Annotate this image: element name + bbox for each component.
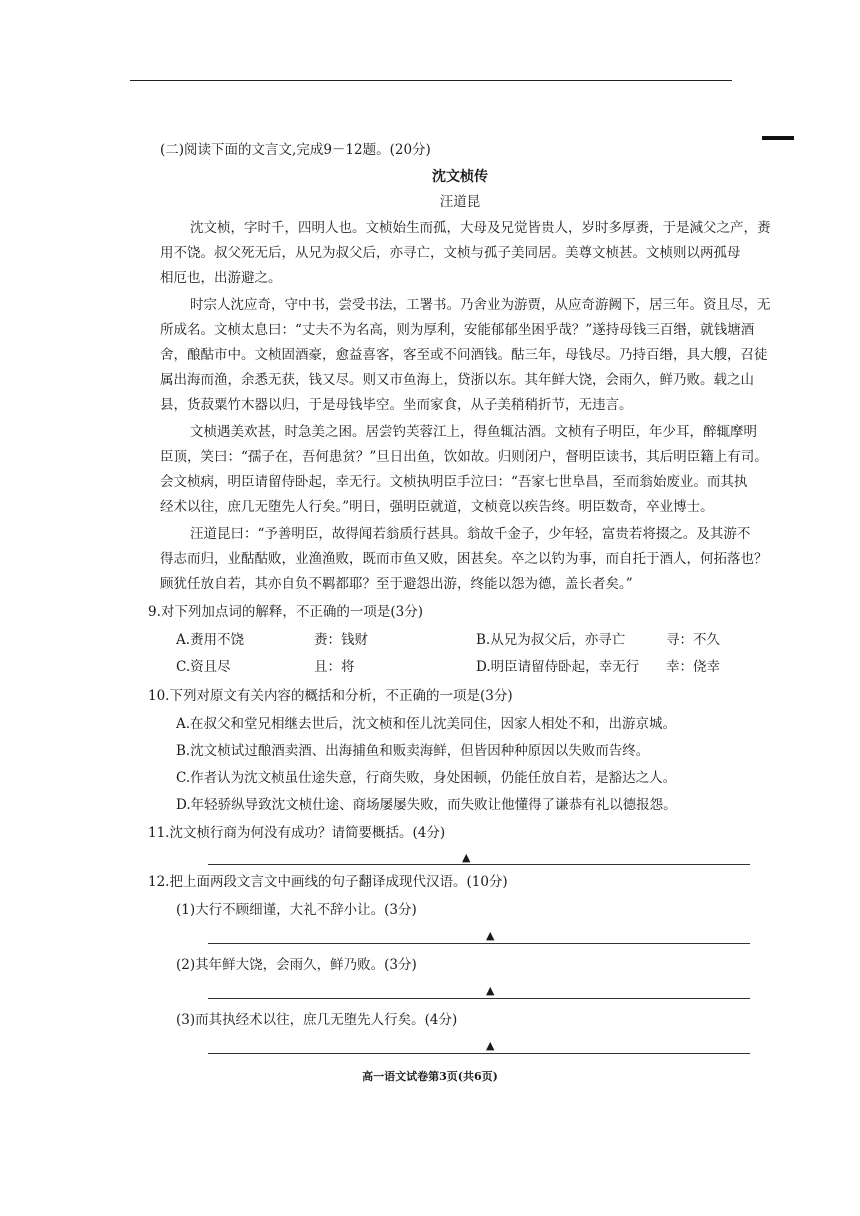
q12-item-3: (3)而其执经术以往，庶几无堕先人行矣。(4分) (176, 1012, 458, 1028)
q9-option-c: C.资且尽 (176, 659, 231, 675)
q11-answer-line[interactable] (208, 864, 750, 865)
passage-line-6: 舍，酿酤市中。文桢固酒豪，愈益喜客，客至或不问酒钱。酤三年，母钱尽。乃持百缗，具大艘，召徒 (160, 347, 768, 363)
q12-item-1-answer-line[interactable] (208, 943, 750, 944)
q10-option-b: B.沈文桢试过酿酒卖酒、出海捕鱼和贩卖海鲜，但皆因种种原因以失败而告终。 (176, 743, 650, 759)
passage-line-4: 时宗人沈应奇，守中书，尝受书法，工署书。乃舍业为游贾，从应奇游阙下，居三年。资且尽，无 (190, 297, 771, 313)
q12-item-3-answer-line[interactable] (208, 1053, 750, 1054)
q9-option-d-gloss: 幸：侥幸 (666, 659, 720, 675)
q12-item-2-answer-line[interactable] (208, 998, 750, 999)
q10-option-d: D.年轻骄纵导致沈文桢仕途、商场屡屡失败，而失败让他懂得了谦恭有礼以德报怨。 (176, 797, 677, 813)
passage-author: 汪道昆 (439, 194, 481, 210)
passage-title: 沈文桢传 (432, 169, 488, 185)
q9-option-a: A.赉用不饶 (176, 632, 245, 648)
q9-option-d: D.明臣请留侍卧起，幸无行 (476, 659, 640, 675)
passage-line-10: 臣顶，笑曰：“孺子在，吾何患贫？”旦日出鱼，饮如故。归则闭户，督明臣读书，其后明臣籍上有司。 (160, 449, 768, 465)
passage-line-5: 所成名。文桢太息曰：“丈夫不为名高，则为厚利，安能郁郁坐困乎哉？”遂持母钱三百缗，就钱塘酒 (160, 322, 755, 338)
q12-stem: 12.把上面两段文言文中画线的句子翻译成现代汉语。(10分) (148, 874, 508, 890)
passage-line-13: 汪道昆曰：“予善明臣，故得闻若翁质行甚具。翁故千金子，少年轻，富贵若将掇之。及其游不 (190, 526, 751, 542)
q10-stem: 10.下列对原文有关内容的概括和分析，不正确的一项是(3分) (148, 688, 513, 704)
passage-line-2: 用不饶。叔父死无后，从兄为叔父后，亦寻亡，文桢与孤子美同居。美尊文桢甚。文桢则以两孤母 (160, 245, 741, 261)
section-heading: (二)阅读下面的文言文,完成9－12题。(20分) (160, 142, 431, 158)
q10-option-a: A.在叔父和堂兄相继去世后，沈文桢和侄儿沈美同住，因家人相处不和，出游京城。 (176, 716, 677, 732)
header-rule (130, 80, 732, 81)
margin-mark (762, 136, 794, 140)
passage-line-9: 文桢遇美欢甚，时急美之困。居尝钓芙蓉江上，得鱼辄沽酒。文桢有子明臣，年少耳，醉辄摩明 (190, 424, 757, 440)
q12-item-2-marker: ▲ (486, 984, 495, 997)
q12-item-1: (1)大行不顾细谨，大礼不辞小让。(3分) (176, 902, 417, 918)
q10-option-c: C.作者认为沈文桢虽仕途失意，行商失败，身处困顿，仍能任放自若，是豁达之人。 (176, 770, 677, 786)
q11-stem: 11.沈文桢行商为何没有成功？请简要概括。(4分) (148, 825, 446, 841)
passage-line-7: 属出海而渔，余悉无获，钱又尽。则又市鱼海上，贷浙以东。其年鲜大饶，会雨久，鲜乃败。载之山 (160, 372, 754, 388)
passage-line-12: 经术以往，庶几无堕先人行矣。”明日，强明臣就道，文桢竟以疾告终。明臣数奇，卒业博士。 (160, 499, 714, 515)
q9-option-c-gloss: 且：将 (314, 659, 355, 675)
passage-line-1: 沈文桢，字时千，四明人也。文桢始生而孤，大母及兄觉皆贵人，岁时多厚赉，于是減父之产，赉 (190, 220, 771, 236)
passage-line-14: 得志而归，业酤酤败，业渔渔败，既而市鱼又败，困甚矣。卒之以钓为事，而自托于酒人，何拓落也？ (160, 551, 768, 567)
q12-item-2: (2)其年鲜大饶，会雨久，鲜乃败。(3分) (176, 957, 417, 973)
q9-stem: 9.对下列加点词的解释，不正确的一项是(3分) (148, 604, 424, 620)
page-footer: 高一语文试卷第3页(共6页) (362, 1070, 498, 1083)
q9-option-b: B.从兄为叔父后，亦寻亡 (476, 632, 626, 648)
passage-line-8: 县，货菽粟竹木器以归，于是母钱毕空。坐而家食，从子美稍稍折节，无违言。 (160, 397, 633, 413)
passage-line-11: 会文桢病，明臣请留侍卧起，幸无行。文桢执明臣手泣曰：“吾家七世阜昌，至而翁始废业。而其执 (160, 474, 748, 490)
q12-item-1-marker: ▲ (486, 929, 495, 942)
q12-item-3-marker: ▲ (486, 1039, 495, 1052)
q11-answer-marker: ▲ (462, 851, 471, 864)
passage-line-3: 相厄也，出游避之。 (160, 270, 282, 286)
passage-line-15: 顾犹任放自若，其亦自负不羁都耶？至于避怨出游，终能以怨为德，盖长者矣。” (160, 576, 633, 592)
q9-option-b-gloss: 寻：不久 (666, 632, 720, 648)
q9-option-a-gloss: 赉：钱财 (314, 632, 368, 648)
